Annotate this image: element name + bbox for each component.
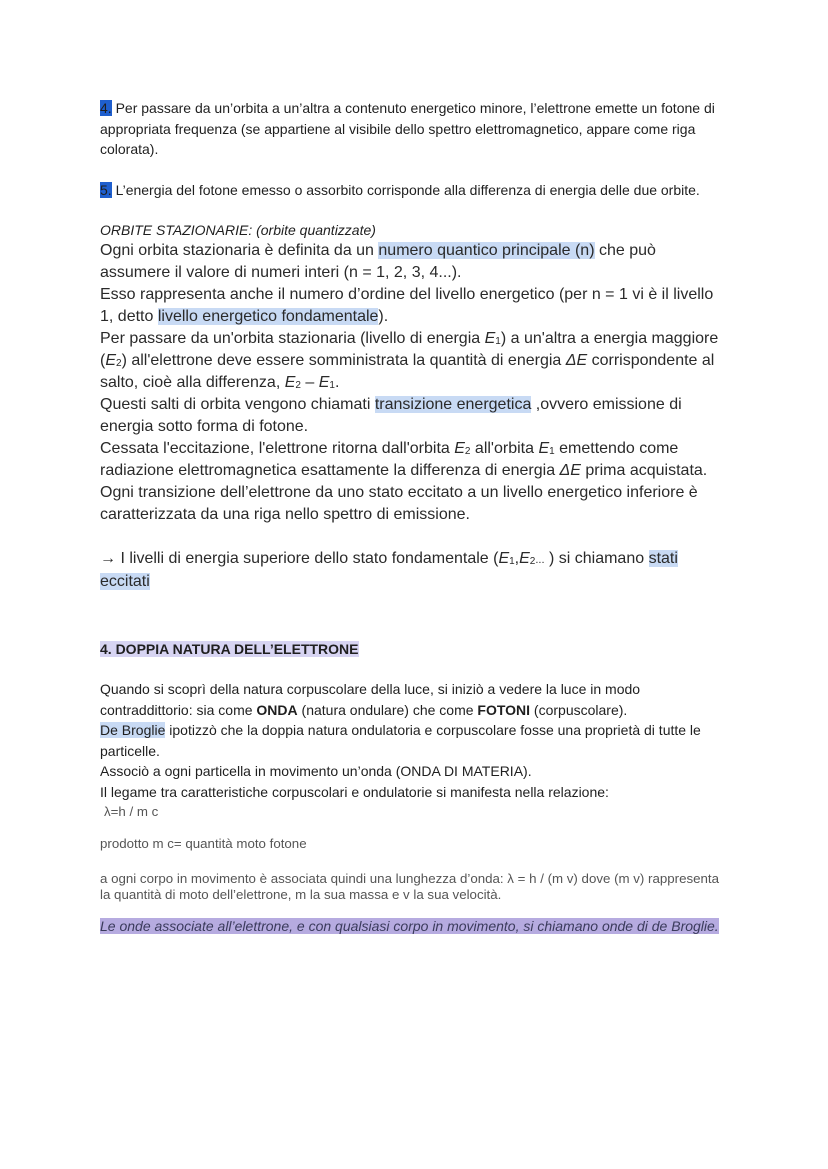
stationary-orbits-body: Ogni orbita stazionaria è definita da un numero quantico principale (n) che può assumere il valore di numeri interi (n = 1, 2, 3, 4...). Esso rappresenta anche il numero d’ordine del livello energetico (per n = 1 vi è il livello 1, detto livello energetico fondamentale). Per passare da un'orbita stazionaria (livello di energia $E_1$) a un'altra a energia maggiore $(E_2)$ all'elettrone deve essere somministrata la quantità di energia ΔE corrispondente al salto, cioè alla differenza, $E_2 - E_1$. Questi salti di orbita vengono chiamati transizione energetica ,ovvero emissione di energia sotto forma di fotone. Cessata l'eccitazione, l'elettrone ritorna dall'orbita $E_2$ all'orbita $E_1$ emettendo come radiazione elettromagnetica esattamente la differenza di energia ΔE prima acquistata. Ogni transizione dell’elettrone da uno stato eccitato a un livello energetico inferiore è caratterizzata da una riga nello spettro di emissione. xyxy=(100,242,719,523)
point-5-number: 5. xyxy=(100,181,112,198)
point-4-number: 4. xyxy=(100,100,112,116)
point-5: 5. L’energia del fotone emesso o assorbito corrisponde alla differenza di energia delle due orbite. xyxy=(100,181,700,198)
excited-states-line: → I livelli di energia superiore dello stato fondamentale ($E_1,E_2$... ) si chiamano stati eccitati xyxy=(100,550,678,590)
highlight-quantum-number: numero quantico principale (n) xyxy=(378,242,595,259)
dual-nature-body: Quando si scoprì della natura corpuscolare della luce, si iniziò a vedere la luce in modo contraddittorio: sia come ONDA (natura ondulare) che come FOTONI (corpuscolare). De Broglie ipotizzò che la doppia natura ondulatoria e corpuscolare fosse una proprietà di tutte le particelle. Associò a ogni particella in movimento un’onda (ONDA DI MATERIA). Il legame tra caratteristiche corpuscolari e ondulatorie si manifesta nella relazione: xyxy=(100,681,701,800)
wavelength-formula: λ=h / m c xyxy=(104,804,159,819)
highlight-excited-states: stati xyxy=(648,550,678,567)
highlight-energy-transition: transizione energetica xyxy=(374,396,532,413)
stationary-orbits-title: ORBITE STAZIONARIE: (orbite quantizzate) xyxy=(100,222,376,238)
momentum-note: prodotto m c= quantità moto fotone xyxy=(100,836,307,851)
document-page xyxy=(100,98,730,935)
highlight-fundamental-level: livello energetico fondamentale xyxy=(157,308,379,325)
wavelength-explanation: a ogni corpo in movimento è associata quindi una lunghezza d’onda: λ = h / (m v) dove (m v) rappresenta la quantità di moto dell’elettrone, m la sua massa e v la sua velocità. xyxy=(100,870,720,902)
highlight-de-broglie: De Broglie xyxy=(100,722,166,738)
point-4: 4. Per passare da un’orbita a un’altra a contenuto energetico minore, l’elettrone emette un fotone di appropriata frequenza (se appartiene al visibile dello spettro elettromagnetico, appare come riga colorata). xyxy=(100,100,715,157)
section-heading: 4. DOPPIA NATURA DELL’ELETTRONE xyxy=(100,641,359,657)
de-broglie-waves-quote: Le onde associate all’elettrone, e con qualsiasi corpo in movimento, si chiamano onde di de Broglie. xyxy=(100,917,719,934)
